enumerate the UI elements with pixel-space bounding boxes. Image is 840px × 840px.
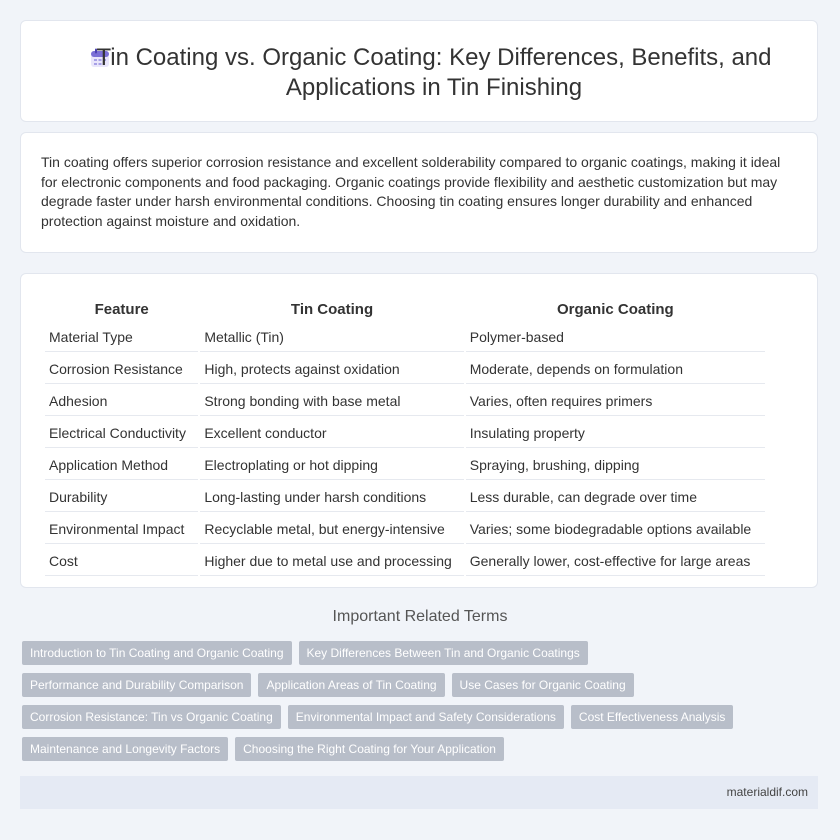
table-row [45,354,765,384]
table-row [45,482,765,512]
organic-cell: Spraying, brushing, dipping [466,450,765,480]
header-organic-coating: Organic Coating [557,300,674,318]
related-terms-heading: Important Related Terms [332,608,508,625]
intro-card [20,132,818,253]
tag-row [22,673,812,705]
table-row [45,546,765,576]
tin-cell: Strong bonding with base metal [200,386,463,416]
footer-site-link[interactable]: materialdif.com [726,785,808,799]
tin-cell: Excellent conductor [200,418,463,448]
related-term-tag[interactable]: Use Cases for Organic Coating [452,673,634,697]
feature-cell: Application Method [45,450,198,480]
title-card [20,20,818,122]
organic-cell: Insulating property [466,418,765,448]
organic-cell: Varies; some biodegradable options available [466,514,765,544]
intro-paragraph: Tin coating offers superior corrosion resistance and excellent solderability compared to organic coatings, making it ideal for electronic components and food packaging. Organic coatings provide flexibility and aesthetic customization but may degrade faster under harsh environmental conditions. Choosing tin coating ensures longer durability and enhanced protection against moisture and oxidation. [41,154,781,229]
table-row [45,418,765,448]
comparison-table [43,296,767,578]
feature-cell: Corrosion Resistance [45,354,198,384]
tin-cell: Electroplating or hot dipping [200,450,463,480]
feature-cell: Durability [45,482,198,512]
organic-cell: Moderate, depends on formulation [466,354,765,384]
tin-cell: Higher due to metal use and processing [200,546,463,576]
related-term-tag[interactable]: Application Areas of Tin Coating [258,673,444,697]
related-term-tag[interactable]: Performance and Durability Comparison [22,673,251,697]
tin-cell: Metallic (Tin) [200,322,463,352]
organic-cell: Polymer-based [466,322,765,352]
tag-row [22,705,812,737]
feature-cell: Material Type [45,322,198,352]
header-tin-coating: Tin Coating [290,300,374,318]
organic-cell: Less durable, can degrade over time [466,482,765,512]
related-term-tag[interactable]: Choosing the Right Coating for Your Application [235,737,504,761]
feature-cell: Environmental Impact [45,514,198,544]
tin-cell: Recyclable metal, but energy-intensive [200,514,463,544]
comparison-card [20,273,818,588]
footer [20,776,818,809]
tag-row [22,737,812,769]
related-term-tag[interactable]: Environmental Impact and Safety Considerations [288,705,564,729]
feature-cell: Adhesion [45,386,198,416]
table-row [45,450,765,480]
page-title: Tin Coating vs. Organic Coating: Key Differences, Benefits, and Applications in Tin Finishing [96,44,772,101]
table-row [45,386,765,416]
related-term-tag[interactable]: Corrosion Resistance: Tin vs Organic Coating [22,705,281,729]
related-term-tag[interactable]: Maintenance and Longevity Factors [22,737,228,761]
tag-row [22,641,812,673]
related-term-tag[interactable]: Introduction to Tin Coating and Organic Coating [22,641,292,665]
organic-cell: Generally lower, cost-effective for large areas [466,546,765,576]
organic-cell: Varies, often requires primers [466,386,765,416]
related-term-tag[interactable]: Key Differences Between Tin and Organic Coatings [299,641,588,665]
table-row [45,514,765,544]
tin-cell: Long-lasting under harsh conditions [200,482,463,512]
related-terms-list [22,641,812,769]
related-term-tag[interactable]: Cost Effectiveness Analysis [571,705,734,729]
header-feature: Feature [94,300,149,318]
feature-cell: Cost [45,546,198,576]
tin-cell: High, protects against oxidation [200,354,463,384]
feature-cell: Electrical Conductivity [45,418,198,448]
table-header-row [45,298,765,320]
table-row [45,322,765,352]
